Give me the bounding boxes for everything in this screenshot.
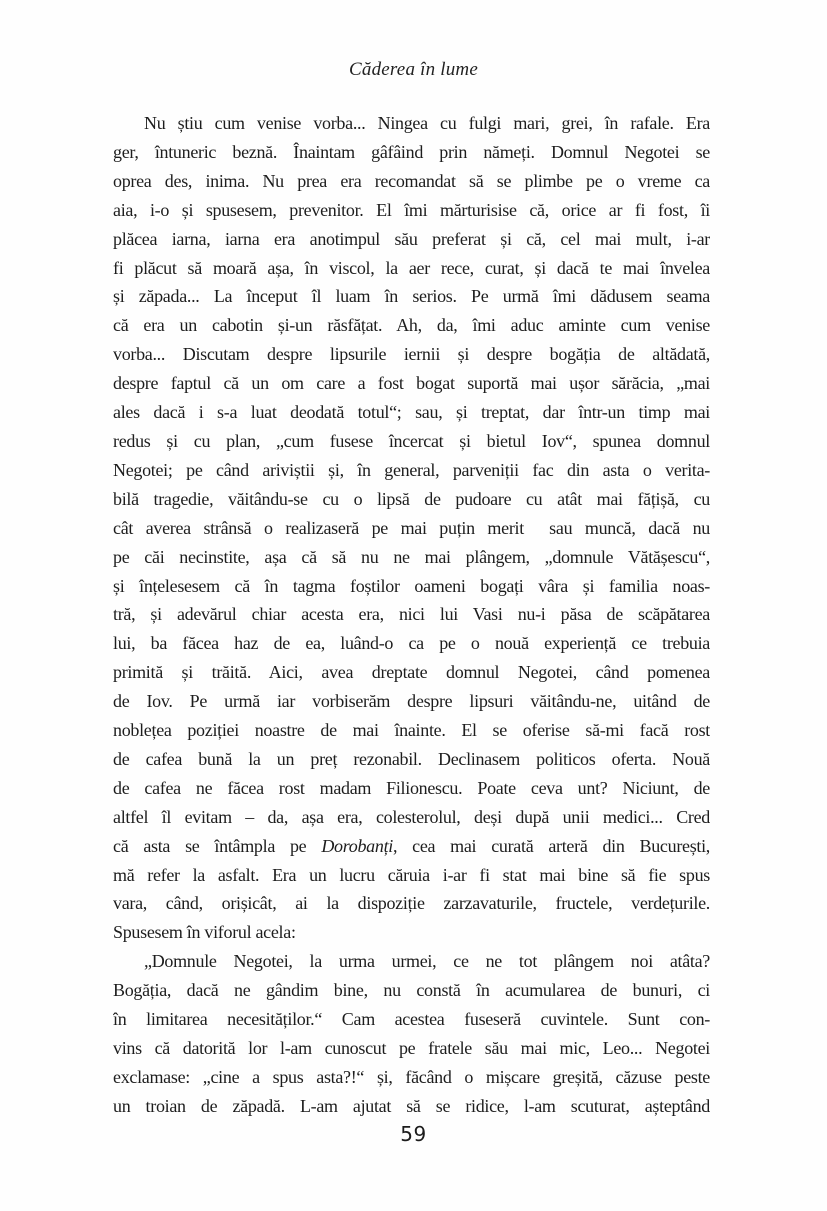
- text-segment: vins că datorită lor l-am cunoscut pe fratele său mai mic, Leo... Negotei: [113, 1038, 710, 1058]
- text-segment: fi plăcut să moară așa, în viscol, la aer rece, curat, și dacă te mai învelea: [113, 257, 710, 278]
- text-segment: Nu știu cum venise vorba... Ningea cu fulgi mari, grei, în rafale. Era: [144, 113, 710, 133]
- text-segment: pe căi necinstite, așa că să nu ne mai plângem, „domnule Vătășescu“,: [113, 546, 710, 567]
- text-line: [113, 1005, 710, 1034]
- text-line: [113, 225, 710, 254]
- text-line: [113, 427, 710, 456]
- running-head-title: Căderea în lume: [349, 59, 478, 80]
- text-segment: plăcea iarna, iarna era anotimpul său preferat și că, cel mai mult, i-ar: [113, 228, 710, 249]
- text-line: [113, 1063, 710, 1092]
- text-line: [113, 543, 710, 572]
- text-segment: redus și cu plan, „cum fusese încercat și bietul Iov“, spunea domnul: [113, 430, 710, 451]
- text-segment: lui, ba făcea haz de ea, luând-o ca pe o nouă experiență ce trebuia: [113, 633, 710, 654]
- text-line: [113, 947, 710, 976]
- text-line: [113, 745, 710, 774]
- text-segment: de cafea bună la un preț rezonabil. Declinasem politicos oferta. Nouă: [113, 748, 710, 769]
- text-segment: vorba... Discutam despre lipsurile iernii și despre bogăția de altădată,: [113, 344, 710, 365]
- text-segment: în limitarea necesităților.“ Cam acestea fuseseră cuvintele. Sunt con-: [113, 1009, 710, 1030]
- text-segment: Spusesem în viforul acela:: [113, 922, 296, 943]
- text-line: [113, 398, 710, 427]
- text-segment: un troian de zăpadă. L-am ajutat să se ridice, l-am scuturat, așteptând: [113, 1095, 710, 1116]
- text-segment: că asta se întâmpla pe: [113, 835, 322, 856]
- text-segment: și zăpada... La început îl luam în serios. Pe urmă îmi dădusem seama: [113, 286, 710, 307]
- text-line: [113, 572, 710, 601]
- text-line: [113, 282, 710, 311]
- text-segment: altfel îl evitam – da, așa era, colesterolul, deși după unii medici... Cred: [113, 806, 710, 827]
- text-line: [113, 514, 710, 543]
- text-line: [113, 311, 710, 340]
- text-line: [113, 774, 710, 803]
- text-segment: de cafea ne făcea rost madam Filionescu. Poate ceva unt? Niciunt, de: [113, 777, 710, 798]
- text-line: [113, 600, 710, 629]
- text-line: [113, 976, 710, 1005]
- text-line: [113, 138, 710, 167]
- italic-text-segment: Dorobanți: [321, 835, 393, 856]
- text-line: [113, 167, 710, 196]
- text-segment: „Domnule Negotei, la urma urmei, ce ne tot plângem noi atâta?: [144, 951, 710, 972]
- text-line: [113, 456, 710, 485]
- text-line: [113, 196, 710, 225]
- text-line: [113, 803, 710, 832]
- text-segment: mă refer la asfalt. Era un lucru căruia i-ar fi stat mai bine să fie spus: [113, 864, 710, 885]
- text-segment: exclamase: „cine a spus asta?!“ și, făcând o mișcare greșită, căzuse peste: [113, 1066, 710, 1087]
- text-segment: , cea mai curată arteră din București,: [392, 835, 710, 856]
- text-segment: oprea des, inima. Nu prea era recomandat să se plimbe pe o vreme ca: [113, 170, 710, 191]
- text-line: [113, 687, 710, 716]
- text-segment: noblețea poziției noastre de mai înainte. El se oferise să-mi facă rost: [113, 720, 710, 741]
- text-line: [113, 1034, 710, 1063]
- text-segment: aia, i-o și spusesem, prevenitor. El îmi mărturisise că, orice ar fi fost, îi: [113, 199, 710, 220]
- text-segment: cât averea strânsă o realizaseră pe mai puțin merit sau muncă, dacă nu: [113, 517, 710, 538]
- text-segment: primită și trăită. Aici, avea dreptate domnul Negotei, când pomenea: [113, 662, 710, 683]
- text-segment: ales dacă i s-a luat deodată totul“; sau, și treptat, dar într-un timp mai: [113, 402, 710, 423]
- text-line: [113, 629, 710, 658]
- text-segment: și înțelesesem că în tagma foștilor oameni bogați vâra și familia noas-: [113, 575, 710, 596]
- text-segment: Bogăția, dacă ne gândim bine, nu constă în acumularea de bunuri, ci: [113, 980, 710, 1001]
- text-line: [113, 369, 710, 398]
- page-number: 59: [400, 1122, 427, 1146]
- text-line: [113, 109, 710, 138]
- text-line: [113, 716, 710, 745]
- text-segment: Negotei; pe când ariviștii și, în general, parveniții fac din asta o verita-: [113, 459, 710, 480]
- text-segment: despre faptul că un om care a fost bogat suportă mai ușor sărăcia, „mai: [113, 373, 710, 394]
- text-block: [113, 109, 710, 1121]
- text-segment: de Iov. Pe urmă iar vorbiserăm despre lipsuri văitându-ne, uitând de: [113, 691, 710, 712]
- text-line: [113, 340, 710, 369]
- text-line: [113, 254, 710, 283]
- text-line: [113, 832, 710, 861]
- text-segment: vara, când, orișicât, ai la dispoziție zarzavaturile, fructele, verdețurile.: [113, 893, 710, 914]
- text-segment: ger, întuneric beznă. Înaintam gâfâind prin nămeți. Domnul Negotei se: [113, 141, 710, 162]
- text-line: [113, 485, 710, 514]
- text-line: [113, 889, 710, 918]
- text-line: [113, 658, 710, 687]
- text-segment: tră, și adevărul chiar acesta era, nici lui Vasi nu-i păsa de scăpătarea: [113, 604, 710, 625]
- text-line: [113, 1092, 710, 1121]
- text-line: [113, 861, 710, 890]
- text-segment: că era un cabotin și-un răsfățat. Ah, da, îmi aduc aminte cum venise: [113, 315, 710, 336]
- text-line: [113, 918, 710, 947]
- text-segment: bilă tragedie, văitându-se cu o lipsă de pudoare cu atât mai fățișă, cu: [113, 488, 710, 509]
